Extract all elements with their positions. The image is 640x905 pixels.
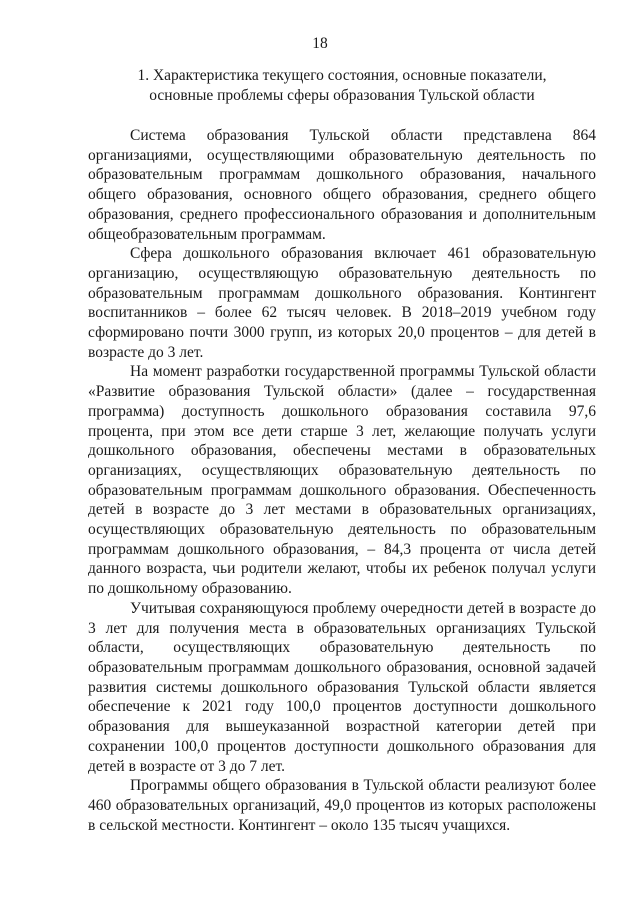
paragraph-preschool-availability: На момент разработки государственной программы Тульской области «Развитие образования Тульской области» (далее – государственная программа) доступность дошкольного образования составила 97,6 процента, при этом все дети старше 3 лет, желающие получать услуги дошкольного образования, обеспечены местами в образовательных организациях, осуществляющих образовательную деятельность по образовательным программам дошкольного образования. Обеспеченность детей в возрасте до 3 лет местами в образовательных организациях, осуществляющих образовательную деятельность по образовательным программам дошкольного образования, – 84,3 процента от числа детей данного возраста, чьи родители желают, чтобы их ребенок получал услуги по дошкольному образованию.	[88, 363, 596, 598]
page-number: 18	[312, 35, 328, 52]
paragraph-general-education: Программы общего образования в Тульской области реализуют более 460 образовательных организаций, 49,0 процентов из которых расположены в сельской местности. Контингент – около 135 тысяч учащихся.	[88, 777, 596, 834]
body-text	[88, 126, 596, 835]
section-heading	[88, 66, 596, 106]
paragraph-main-task: Учитывая сохраняющуюся проблему очередности детей в возрасте до 3 лет для получения места в образовательных организациях Тульской области, осуществляющих образовательную деятельность по образовательным программам дошкольного образования, основной задачей развития системы дошкольного образования Тульской области является обеспечение к 2021 году 100,0 процентов доступности дошкольного образования для вышеуказанной возрастной категории детей при сохранении 100,0 процентов доступности дошкольного образования для детей в возрасте от 3 до 7 лет.	[88, 599, 596, 775]
section-heading-line-2: основные проблемы сферы образования Тульской области	[149, 87, 535, 104]
paragraph-preschool-sphere: Сфера дошкольного образования включает 461 образовательную организацию, осуществляющую образовательную деятельность по образовательным программам дошкольного образования. Контингент воспитанников – более 62 тысяч человек. В 2018–2019 учебном году сформировано почти 3000 групп, из которых 20,0 процентов – для детей в возрасте до 3 лет.	[88, 245, 596, 361]
section-heading-line-1: 1. Характеристика текущего состояния, основные показатели,	[137, 67, 547, 84]
paragraph-education-system: Система образования Тульской области представлена 864 организациями, осуществляющими образовательную деятельность по образовательным программам дошкольного образования, начального общего образования, основного общего образования, среднего общего образования, среднего профессионального образования и дополнительным общеобразовательным программам.	[88, 127, 596, 243]
